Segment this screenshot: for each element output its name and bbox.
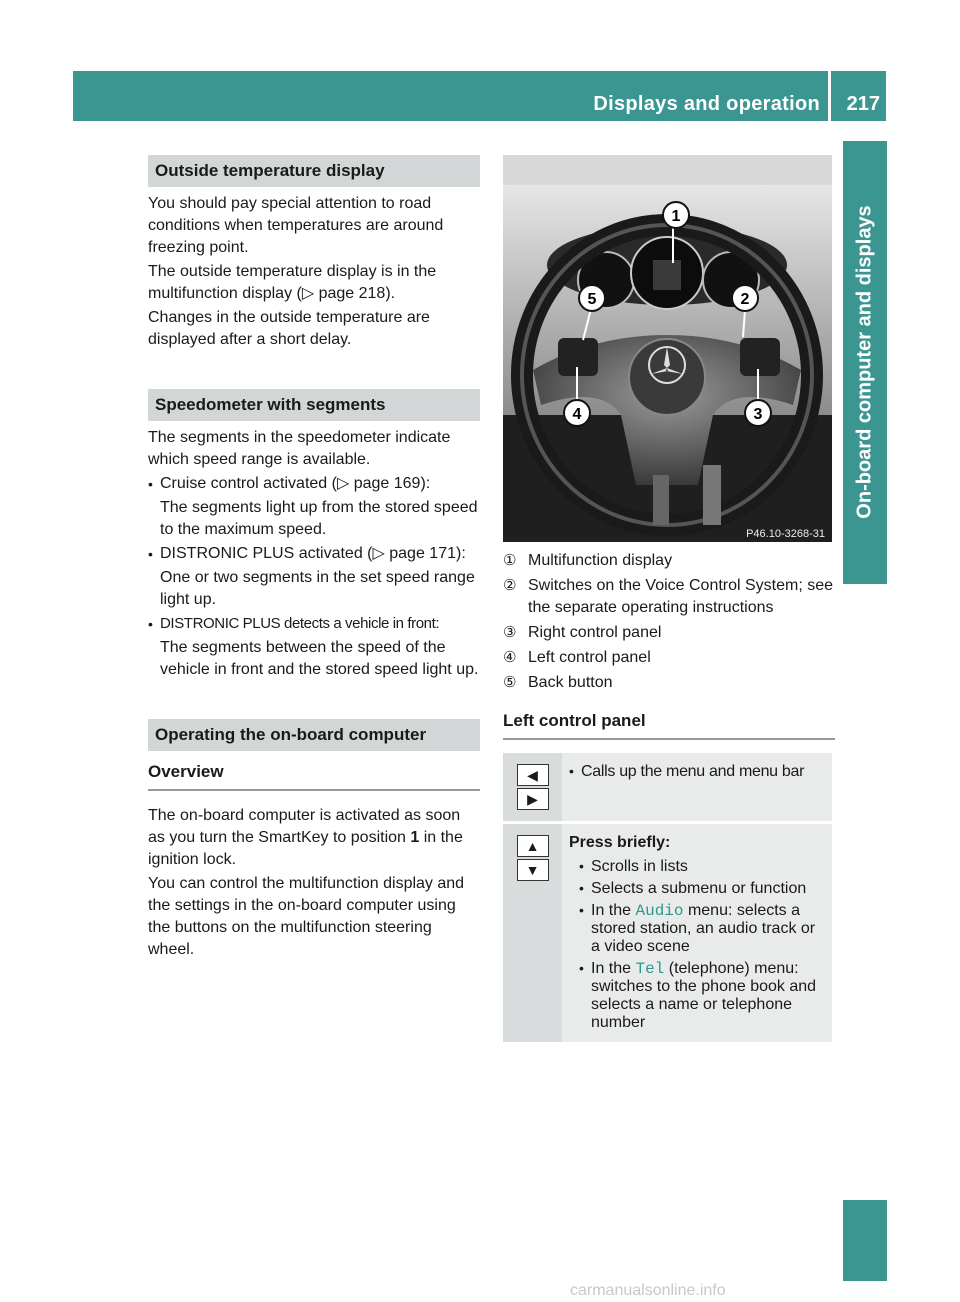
text-run: In the xyxy=(591,902,636,919)
page-section-title: Displays and operation xyxy=(593,93,820,115)
left-column xyxy=(148,155,480,961)
subheading-overview: Overview xyxy=(148,761,480,791)
legend-number: ④ xyxy=(503,649,517,666)
bullet-item: • DISTRONIC PLUS activated (▷ page 171): xyxy=(148,543,480,565)
description-cell xyxy=(562,753,832,823)
legend-item xyxy=(503,647,835,669)
legend-text: Back button xyxy=(528,674,613,691)
legend-number: ③ xyxy=(503,624,517,641)
bullet-detail: One or two segments in the set speed range light up. xyxy=(160,569,475,608)
text-run: The on-board computer is activated as soon as you turn the SmartKey to position xyxy=(148,807,461,846)
page-number: 217 xyxy=(846,93,880,115)
legend-item xyxy=(503,672,835,694)
legend-text: Multifunction display xyxy=(528,552,673,569)
legend-number: ⑤ xyxy=(503,674,517,691)
callout-1: 1 xyxy=(671,208,681,225)
text-run: In the xyxy=(591,960,636,977)
text-run: menu: selects a stored station, an audio track or a video scene xyxy=(591,902,816,955)
table-row xyxy=(503,753,832,823)
section-heading-onboard-computer: Operating the on-board computer xyxy=(148,719,480,751)
key-cell xyxy=(503,823,562,1043)
legend-text: Switches on the Voice Control System; see the separate operating instructions xyxy=(528,577,834,616)
paragraph: You should pay special attention to road conditions when temperatures are around freezing point. xyxy=(148,195,444,256)
bullet-item xyxy=(579,960,827,1032)
legend-text: Left control panel xyxy=(528,649,651,666)
bullet-detail: The segments light up from the stored speed to the maximum speed. xyxy=(160,499,478,538)
legend-item xyxy=(503,622,835,644)
bullet-item: • DISTRONIC PLUS detects a vehicle in front: xyxy=(148,613,480,635)
section-heading-outside-temperature: Outside temperature display xyxy=(148,155,480,187)
callout-5: 5 xyxy=(587,291,597,308)
text-run: in the ignition lock. xyxy=(148,829,463,868)
paragraph: The segments in the speedometer indicate which speed range is available. xyxy=(148,429,451,468)
paragraph: You can control the multifunction display and the settings in the on-board computer using the buttons on the multifunction steering wheel. xyxy=(148,875,465,958)
legend-item xyxy=(503,575,835,619)
subheading-left-control-panel: Left control panel xyxy=(503,710,835,740)
side-tab xyxy=(843,141,887,584)
press-briefly-label: Press briefly: xyxy=(569,834,671,851)
audio-menu-label: Audio xyxy=(635,902,684,920)
legend-list xyxy=(503,550,835,740)
header-bar xyxy=(73,71,886,121)
key-cell xyxy=(503,753,562,823)
legend-number: ② xyxy=(503,577,517,594)
position-number: 1 xyxy=(410,829,420,846)
side-tab-label: On-board computer and displays xyxy=(853,205,876,519)
left-control-panel-table xyxy=(503,753,832,1042)
left-arrow-key-icon: ◀ xyxy=(517,764,549,786)
header-divider xyxy=(828,71,831,121)
bullet-item: • Cruise control activated (▷ page 169): xyxy=(148,473,480,495)
section-heading-speedometer: Speedometer with segments xyxy=(148,389,480,421)
legend-item xyxy=(503,550,835,572)
table-row xyxy=(503,823,832,1043)
right-arrow-key-icon: ▶ xyxy=(517,788,549,810)
legend-number: ① xyxy=(503,552,517,569)
footer-watermark: carmanualsonline.info xyxy=(570,1282,726,1299)
paragraph xyxy=(148,805,480,871)
side-block xyxy=(843,1200,887,1281)
down-arrow-key-icon: ▼ xyxy=(517,859,549,881)
bullet-detail: The segments between the speed of the vehicle in front and the stored speed light up. xyxy=(160,639,479,678)
photo-code: P46.10-3268-31 xyxy=(746,528,825,540)
text-run: (telephone) menu: switches to the phone book and selects a name or telephone number xyxy=(591,960,817,1031)
callout-2: 2 xyxy=(740,291,750,308)
tel-menu-label: Tel xyxy=(635,960,665,978)
callout-3: 3 xyxy=(753,406,763,423)
bullet-item xyxy=(579,902,827,956)
steering-wheel-illustration xyxy=(503,155,832,542)
legend-text: Right control panel xyxy=(528,624,662,641)
bullet-item: • Calls up the menu and menu bar xyxy=(569,763,827,781)
description-cell xyxy=(562,823,832,1043)
bullet-item: • Scrolls in lists xyxy=(579,858,827,876)
callout-4: 4 xyxy=(572,406,582,423)
up-arrow-key-icon: ▲ xyxy=(517,835,549,857)
bullet-item: • Selects a submenu or function xyxy=(579,880,827,898)
paragraph: The outside temperature display is in the multifunction display (▷ page 218). xyxy=(148,263,437,302)
paragraph: Changes in the outside temperature are displayed after a short delay. xyxy=(148,309,430,348)
steering-wheel-photo xyxy=(503,155,832,542)
